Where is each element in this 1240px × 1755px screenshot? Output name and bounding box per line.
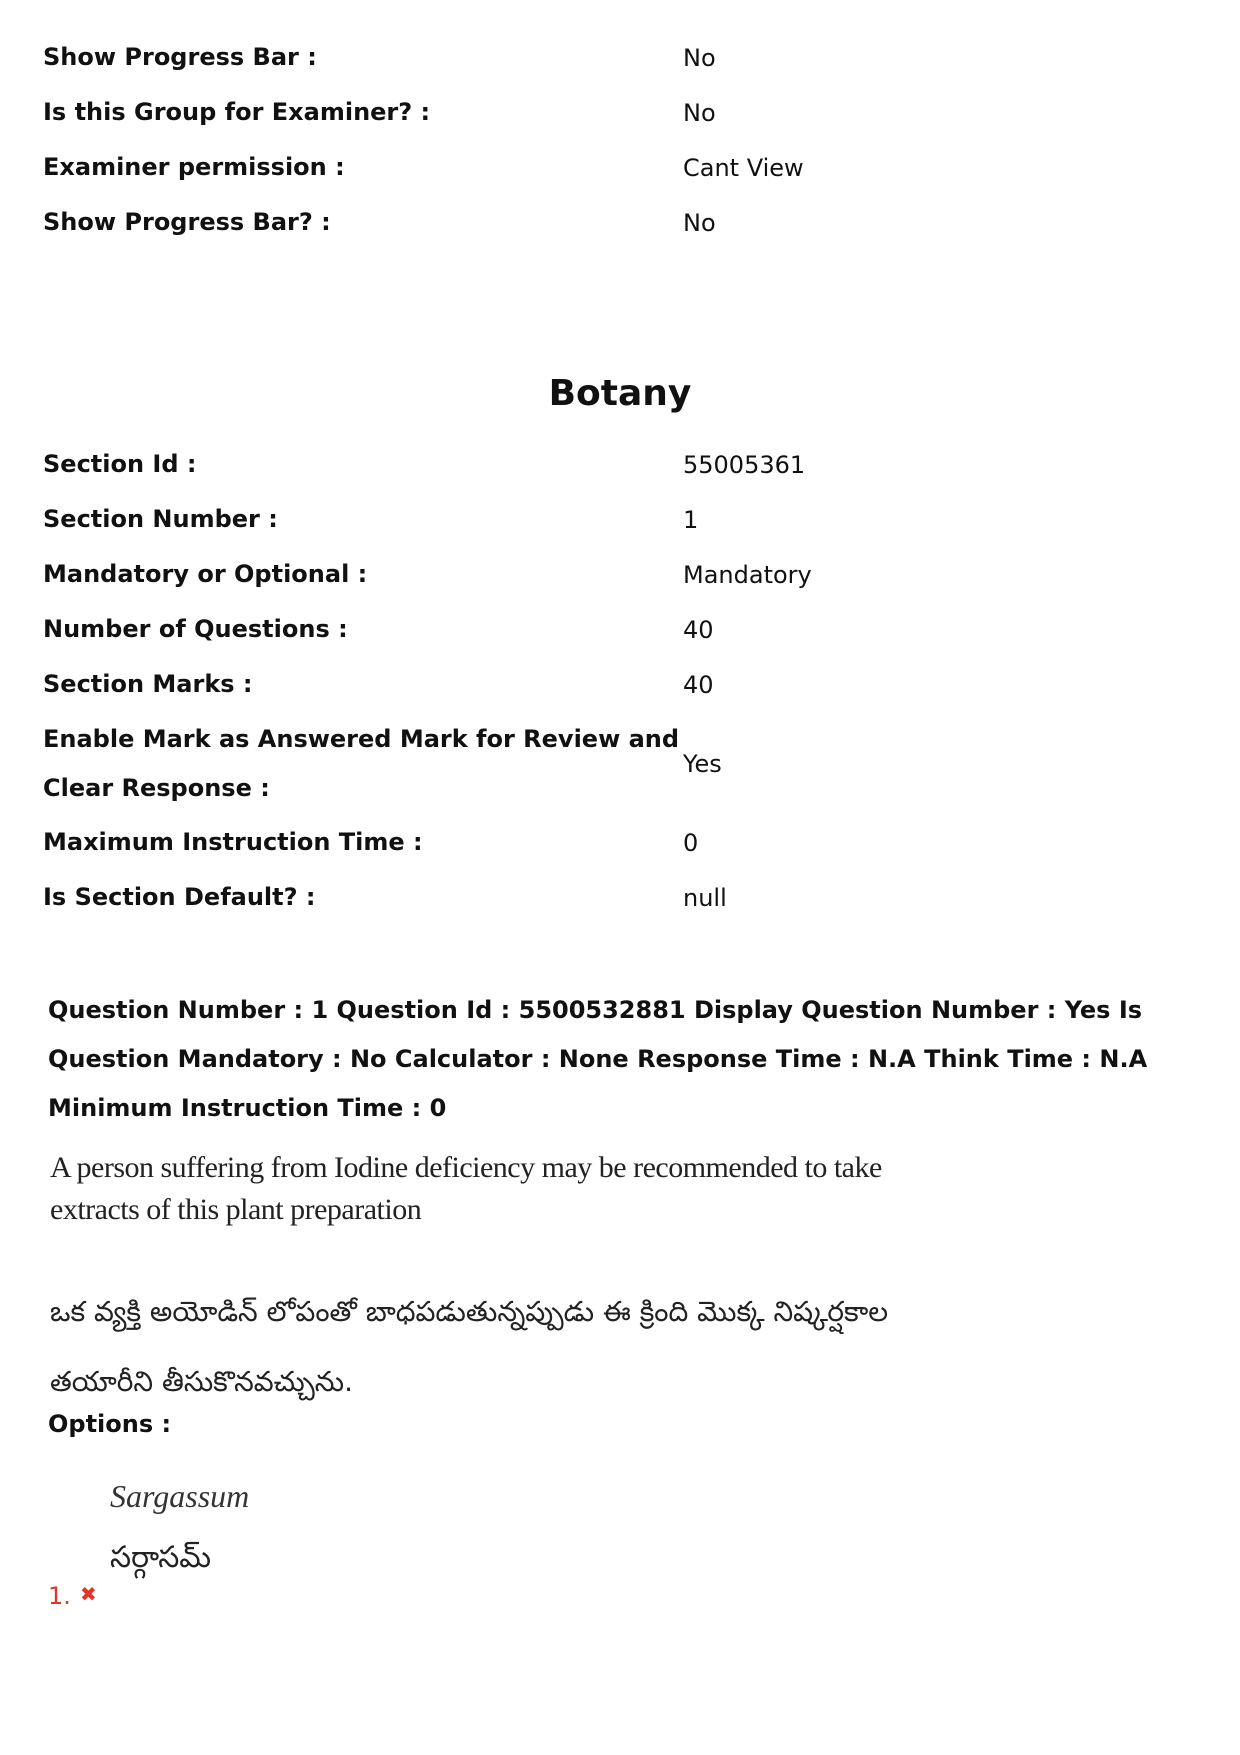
section-row <box>43 712 1193 815</box>
question-meta: Question Number : 1 Question Id : 5500532881 Display Question Number : Yes Is Question Mandatory : No Calculator : None Response Time : N.A Think Time : N.A Minimum Instruction Time : 0 <box>48 996 1148 1122</box>
option-text-telugu: సర్గాసమ్ <box>110 1540 212 1575</box>
settings-value: Cant View <box>683 153 804 182</box>
question-text-english: A person suffering from Iodine deficiency may be recommended to take extracts of this plant preparation <box>50 1151 882 1226</box>
section-value: 1 <box>683 505 699 534</box>
section-row <box>43 870 1193 925</box>
section-value: 0 <box>683 828 699 857</box>
section-label: Mandatory or Optional : <box>43 560 368 588</box>
section-label: Section Marks : <box>43 670 253 698</box>
settings-label: Is this Group for Examiner? : <box>43 98 431 126</box>
option-text-english: Sargassum <box>110 1478 250 1514</box>
section-details-table <box>43 437 1193 925</box>
section-row <box>43 492 1193 547</box>
settings-label: Examiner permission : <box>43 153 345 181</box>
option-1 <box>48 1470 448 1610</box>
options-label: Options : <box>48 1410 172 1438</box>
question-text-telugu: ఒక వ్యక్తి అయోడిన్ లోపంతో బాధపడుతున్నప్పుడు ఈ క్రింది మొక్క నిష్కర్షకాల తయారీని తీసుకొనవచ్చును. <box>50 1295 889 1398</box>
section-row <box>43 547 1193 602</box>
settings-value: No <box>683 98 716 127</box>
section-value: Yes <box>683 749 722 778</box>
wrong-mark-icon: ✖ <box>80 1582 97 1606</box>
section-value: 40 <box>683 670 714 699</box>
settings-row <box>43 140 1193 195</box>
section-value: 40 <box>683 615 714 644</box>
settings-value: No <box>683 43 716 72</box>
settings-row <box>43 30 1193 85</box>
section-label: Is Section Default? : <box>43 883 316 911</box>
section-label: Section Id : <box>43 450 197 478</box>
group-settings-table <box>43 30 1193 250</box>
section-value: Mandatory <box>683 560 812 589</box>
section-row <box>43 437 1193 492</box>
section-label: Number of Questions : <box>43 615 348 643</box>
settings-value: No <box>683 208 716 237</box>
section-row <box>43 602 1193 657</box>
section-value: 55005361 <box>683 450 806 479</box>
settings-row <box>43 195 1193 250</box>
section-value: null <box>683 883 727 912</box>
section-row <box>43 657 1193 712</box>
section-row <box>43 815 1193 870</box>
option-number: 1. <box>48 1582 71 1610</box>
section-label: Enable Mark as Answered Mark for Review and Clear Response : <box>43 724 680 802</box>
section-label: Maximum Instruction Time : <box>43 828 423 856</box>
section-title: Botany <box>548 373 692 414</box>
settings-label: Show Progress Bar? : <box>43 208 331 236</box>
settings-row <box>43 85 1193 140</box>
settings-label: Show Progress Bar : <box>43 43 317 71</box>
section-label: Section Number : <box>43 505 278 533</box>
